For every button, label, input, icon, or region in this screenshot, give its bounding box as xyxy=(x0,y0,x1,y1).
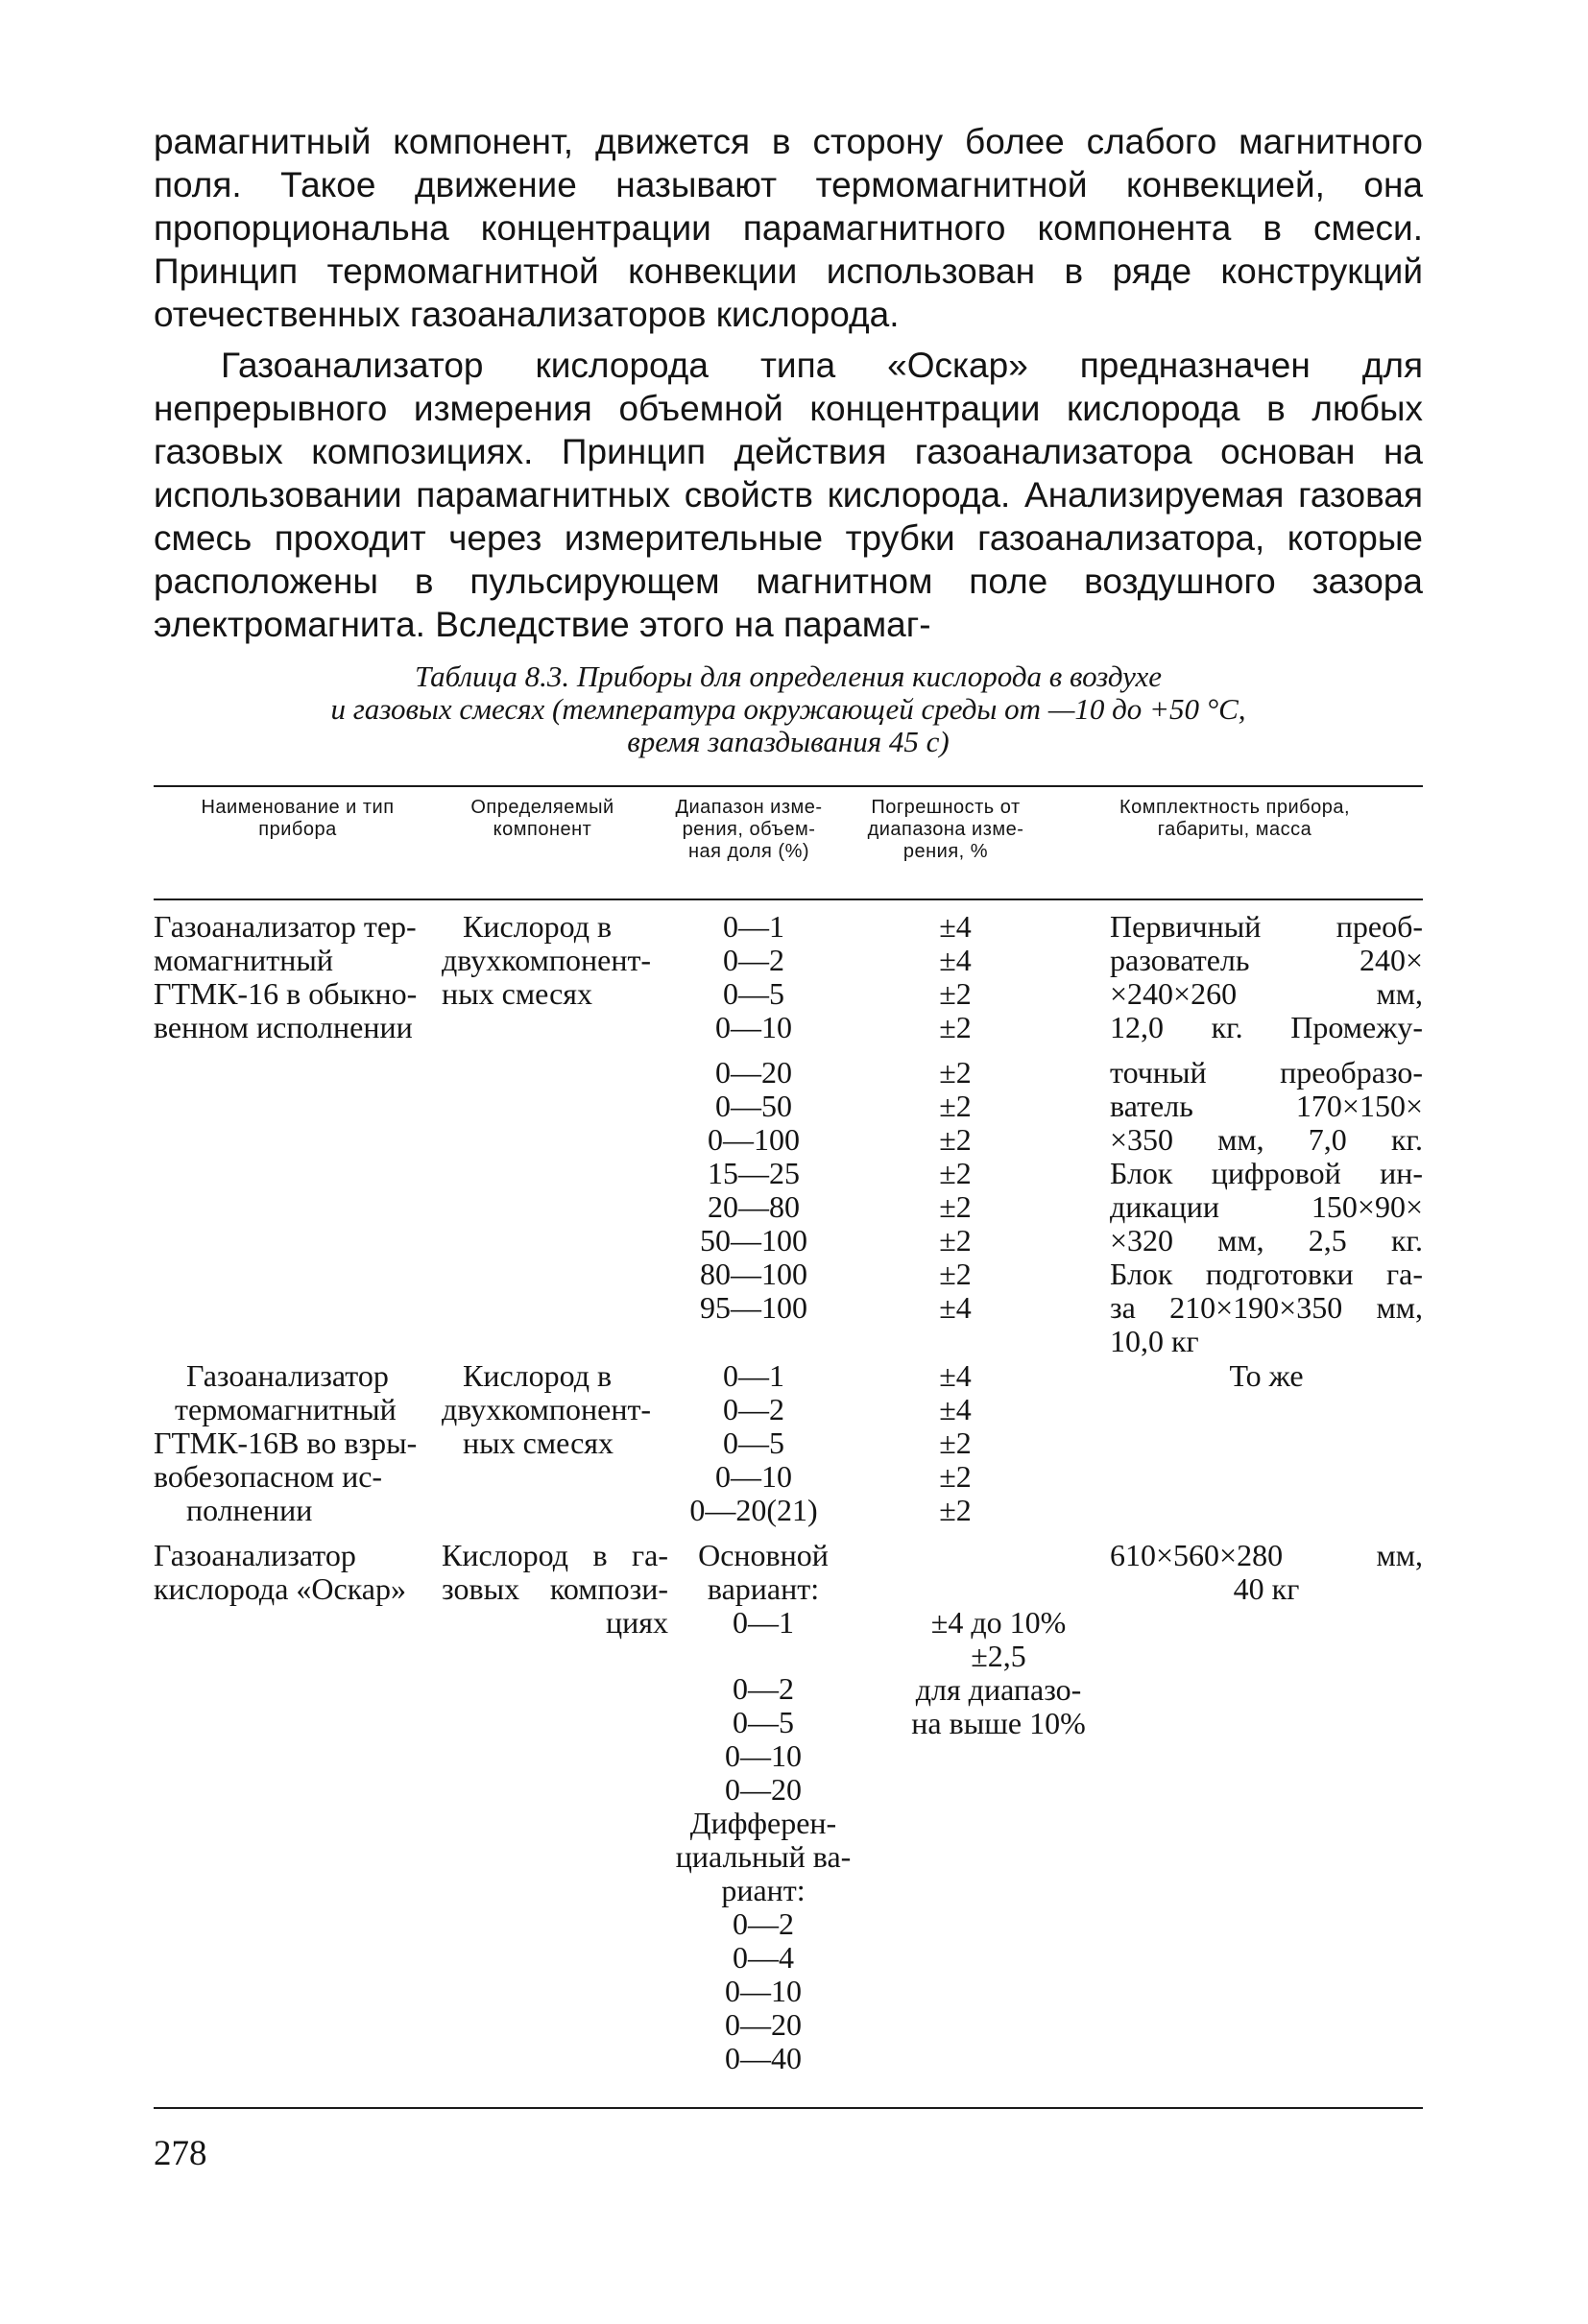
error-value: ±2 xyxy=(939,1493,972,1527)
body-text xyxy=(154,120,1423,646)
range-value: 50—100 xyxy=(700,1223,807,1258)
range-value: 15—25 xyxy=(708,1156,800,1190)
caption-line-2: и газовых смесях (температура окружающей среды от —10 до +50 °С, xyxy=(330,692,1246,726)
error-value: ±2 xyxy=(939,1055,972,1090)
range-value: риант: xyxy=(721,1873,806,1907)
row-3-component: Кислород в га- зовых компози- циях xyxy=(442,1538,668,1640)
row-3-ranges xyxy=(672,1539,854,2075)
range-value: 0—2 xyxy=(723,1392,784,1426)
header-name: Наименование и тип прибора xyxy=(201,797,395,840)
paragraph-2: Газоанализатор кислорода типа «Оскар» предназначен для непрерывного измерения объемной концентрации кислорода в любых газовых композициях. Принцип действия газоанализатора основан на использовании парамагнитных свойств кислорода. Анализируемая газовая смесь проходит через измерительные трубки газоанализатора, которые расположены в пульсирующем магнитном поле воздушного зазора электромагнита. Вследствие этого на парамаг- xyxy=(154,346,1423,644)
row-2-equipment: То же xyxy=(1229,1358,1304,1393)
range-value: 0—5 xyxy=(733,1705,794,1739)
caption-line-3: время запаздывания 45 с) xyxy=(627,725,950,758)
error-value: ±2 xyxy=(939,1122,972,1157)
row-1-errors xyxy=(864,910,1047,1325)
range-value: 0—10 xyxy=(715,1459,792,1494)
range-value: 0—10 xyxy=(725,1738,802,1773)
error-value: на выше 10% xyxy=(911,1706,1086,1740)
error-value: ±2 xyxy=(939,1189,972,1224)
row-1-name: Газоанализатор тер- момагнитный ГТМК-16 в обыкно- венном исполнении xyxy=(154,909,418,1044)
page-number: 278 xyxy=(154,2134,207,2173)
row-2-ranges xyxy=(672,1359,835,1527)
range-value: 0—100 xyxy=(708,1122,800,1157)
table-body xyxy=(154,910,1423,2120)
range-value: 80—100 xyxy=(700,1257,807,1291)
range-value: 0—5 xyxy=(723,976,784,1011)
header-error: Погрешность от диапазона изме- рения, % xyxy=(867,797,1024,862)
range-value: 0—20(21) xyxy=(689,1493,818,1527)
error-value: ±2 xyxy=(939,1156,972,1190)
range-value: 0—10 xyxy=(715,1010,792,1044)
row-1-equipment: Первичный преоб- разователь 240× ×240×260 мм, 12,0 кг. Промежу- точный преобразо- ватель 170×150× ×350 мм, 7,0 кг. Блок цифровой ин- дикации 150×90× ×320 мм, 2,5 кг. Блок подготовки га- за 210×190×350 мм, 10,0 кг xyxy=(1110,909,1423,1358)
error-value: ±4 до 10% xyxy=(930,1605,1067,1640)
header-bottom-rule xyxy=(154,898,1423,900)
range-value: циальный ва- xyxy=(675,1839,852,1874)
range-value: 0—1 xyxy=(733,1605,794,1640)
error-value: ±2 xyxy=(939,1223,972,1258)
error-value: ±4 xyxy=(939,1392,972,1426)
paragraph-1: рамагнитный компонент, движется в сторону более слабого магнитного поля. Такое движение называют термомагнитной конвекцией, она пропорциональна концентрации парамагнитного компонента в смеси. Принцип термомагнитной конвекции использован в ряде конструкций отечественных газоанализаторов кислорода. xyxy=(154,122,1423,334)
range-value: 0—20 xyxy=(725,2007,802,2042)
row-3-errors xyxy=(883,1606,1114,1740)
error-value: ±4 xyxy=(939,1290,972,1325)
range-value: 0—5 xyxy=(723,1426,784,1460)
table-header xyxy=(154,797,1423,902)
error-value: ±2 xyxy=(939,976,972,1011)
header-component: Определяемый компонент xyxy=(470,797,614,840)
range-value: 0—10 xyxy=(725,1974,802,2008)
table-bottom-rule xyxy=(154,2107,1423,2109)
range-value: 0—50 xyxy=(715,1089,792,1123)
error-value: ±4 xyxy=(939,909,972,944)
table-caption xyxy=(154,660,1423,758)
range-value: 0—2 xyxy=(723,943,784,977)
range-value: вариант: xyxy=(707,1571,820,1606)
row-2-name: Газоанализатор термомагнитный ГТМК-16В во взры- вобезопасном ис- полнении xyxy=(154,1358,418,1527)
range-value: Дифферен- xyxy=(689,1806,837,1840)
range-value: 0—40 xyxy=(725,2041,802,2075)
row-2-component: Кислород в двухкомпонент- ных смесях xyxy=(442,1358,652,1460)
range-value: 0—20 xyxy=(715,1055,792,1090)
caption-line-1: Таблица 8.3. Приборы для определения кислорода в воздухе xyxy=(415,659,1162,693)
row-3-name: Газоанализатор кислорода «Оскар» xyxy=(154,1538,406,1606)
error-value: ±4 xyxy=(939,1358,972,1393)
error-value: ±2 xyxy=(939,1089,972,1123)
error-value: ±2 xyxy=(939,1426,972,1460)
range-value: 95—100 xyxy=(700,1290,807,1325)
header-equipment: Комплектность прибора, габариты, масса xyxy=(1119,797,1351,840)
range-value: 0—20 xyxy=(725,1772,802,1807)
row-1-ranges xyxy=(672,910,835,1325)
row-1-component: Кислород в двухкомпонент- ных смесях xyxy=(442,909,652,1011)
error-value: для диапазо- xyxy=(915,1672,1082,1707)
error-value: ±2 xyxy=(939,1257,972,1291)
range-value: 0—4 xyxy=(733,1940,794,1975)
row-2-errors xyxy=(864,1359,1047,1527)
range-value: 0—1 xyxy=(723,1358,784,1393)
range-value: 0—2 xyxy=(733,1906,794,1941)
table-top-rule xyxy=(154,785,1423,787)
range-value: Основной xyxy=(698,1538,829,1572)
range-value: 0—2 xyxy=(733,1671,794,1706)
row-3-equipment: 610×560×280 мм, 40 кг xyxy=(1110,1538,1423,1606)
range-value: 0—1 xyxy=(723,909,784,944)
error-value: ±2 xyxy=(939,1010,972,1044)
error-value: ±4 xyxy=(939,943,972,977)
range-value: 20—80 xyxy=(708,1189,800,1224)
header-range: Диапазон изме- рения, объем- ная доля (%) xyxy=(675,797,823,862)
error-value: ±2 xyxy=(939,1459,972,1494)
error-value: ±2,5 xyxy=(971,1639,1026,1673)
